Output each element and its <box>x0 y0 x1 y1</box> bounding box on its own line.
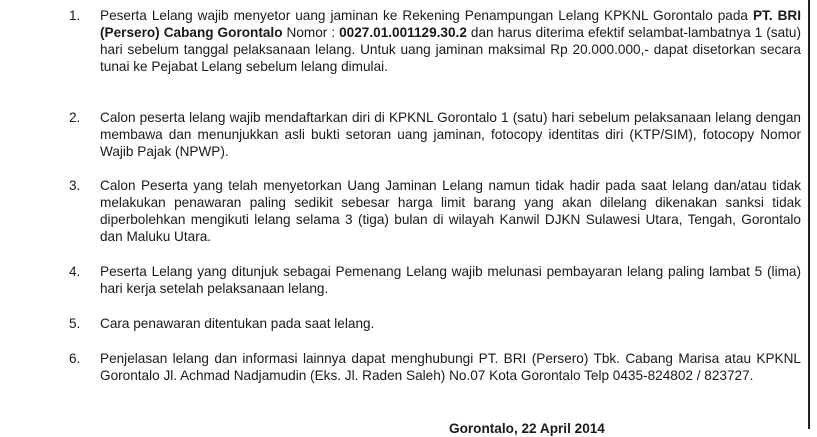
item-text <box>100 350 801 384</box>
account-number: 0027.01.001129.30.2 <box>339 25 467 40</box>
item-number: 5. <box>69 316 81 331</box>
bank-name: PT. BRI (Persero) Cabang Gorontalo <box>100 8 801 40</box>
item-number: 2. <box>69 110 81 125</box>
place-date: Gorontalo, 22 April 2014 <box>449 421 605 436</box>
item-number: 4. <box>69 264 81 279</box>
item-text <box>100 177 801 245</box>
item-text <box>100 109 801 160</box>
text-segment: Peserta Lelang yang ditunjuk sebagai Pemenang Lelang wajib melunasi pembayaran lelang paling lambat 5 (lima) hari kerja setelah pelaksanaan lelang. <box>100 264 801 296</box>
text-segment: Calon peserta lelang wajib mendaftarkan diri di KPKNL Gorontalo 1 (satu) hari sebelum pelaksanaan lelang dengan membawa dan menunjukkan asli bukti setoran uang jaminan, fotocopy identitas diri (KTP/SIM), fotocopy Nomor Wajib Pajak (NPWP). <box>100 110 801 159</box>
text-segment: Calon Peserta yang telah menyetorkan Uang Jaminan Lelang namun tidak hadir pada saat lelang dan/atau tidak melakukan penawaran paling sedikit sebesar harga limit barang yang akan dilelang dikenakan sanksi tidak diperbolehkan mengikuti lelang selama 3 (tiga) bulan di wilayah Kanwil DJKN Sulawesi Utara, Tengah, Gorontalo dan Maluku Utara. <box>100 178 801 244</box>
text-segment: Penjelasan lelang dan informasi lainnya dapat menghubungi PT. BRI (Persero) Tbk. Cabang Marisa atau KPKNL Gorontalo Jl. Achmad Nadjamudin (Eks. Jl. Raden Saleh) No.07 Kota Gorontalo Telp 0435-824802 / 823727. <box>100 351 801 383</box>
item-text <box>100 7 801 75</box>
item-number: 1. <box>69 8 81 23</box>
item-text <box>100 315 801 332</box>
item-text <box>100 263 801 297</box>
text-segment: Peserta Lelang wajib menyetor uang jaminan ke Rekening Penampungan Lelang KPKNL Gorontalo pada <box>100 8 753 23</box>
item-number: 3. <box>69 178 81 193</box>
text-segment: Nomor : <box>282 25 340 40</box>
text-segment: Cara penawaran ditentukan pada saat lelang. <box>100 316 375 331</box>
text-segment: dan harus diterima efektif selambat-lambatnya 1 (satu) hari sebelum tanggal pelaksanaan lelang. Untuk uang jaminan maksimal Rp 20.000.000,- dapat disetorkan secara tunai ke Pejabat Lelang sebelum lelang dimulai. <box>100 25 801 74</box>
item-number: 6. <box>69 351 81 366</box>
right-border-line <box>808 0 810 429</box>
